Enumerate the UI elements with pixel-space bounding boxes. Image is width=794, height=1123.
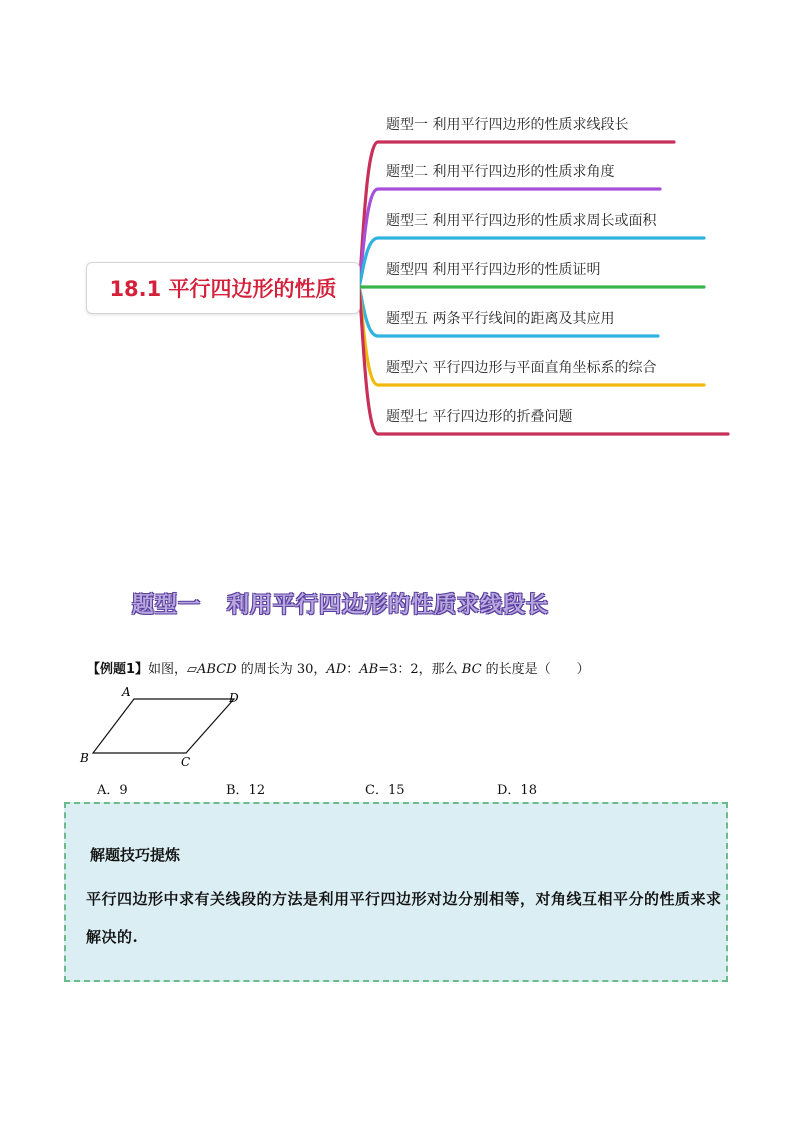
option-b: B．12 xyxy=(226,783,266,798)
example-text-e: ： xyxy=(346,662,360,677)
mind-map-branch-label: 题型一 利用平行四边形的性质求线段长 xyxy=(386,117,629,133)
mind-map-branch-label: 题型五 两条平行线间的距离及其应用 xyxy=(386,311,615,327)
vertex-label-b: B xyxy=(80,751,89,765)
option-a: A．9 xyxy=(97,783,128,798)
example-text-g: =3：2，那么 xyxy=(378,662,462,677)
tips-box xyxy=(64,802,728,982)
example-text-d: AD xyxy=(326,662,347,677)
mind-map-connectors xyxy=(0,0,794,460)
mind-map xyxy=(0,0,794,460)
vertex-label-a: A xyxy=(122,685,131,699)
tips-title: 解题技巧提炼 xyxy=(90,846,181,864)
answer-options xyxy=(0,779,794,797)
vertex-label-d: D xyxy=(229,691,239,705)
vertex-label-c: C xyxy=(181,755,191,769)
mind-map-branch-label: 题型四 利用平行四边形的性质证明 xyxy=(386,262,601,278)
example-text-h: BC xyxy=(461,662,482,677)
mind-map-branch-label: 题型六 平行四边形与平面直角坐标系的综合 xyxy=(386,360,657,376)
option-d: D．18 xyxy=(497,783,537,798)
option-c: C．15 xyxy=(365,783,405,798)
parallelogram-shape xyxy=(93,699,234,753)
example-text-b: ABCD xyxy=(197,662,237,677)
mind-map-root-label: 18.1 平行四边形的性质 xyxy=(109,277,337,301)
example-text-i: 的长度是（ ） xyxy=(481,662,590,677)
tips-body: 平行四边形中求有关线段的方法是利用平行四边形对边分别相等，对角线互相平分的性质来求解决的. xyxy=(86,890,722,946)
section-title: 题型一 利用平行四边形的性质求线段长 xyxy=(132,593,549,618)
mind-map-branch-label: 题型二 利用平行四边形的性质求角度 xyxy=(386,164,615,180)
example-text-c: 的周长为 30， xyxy=(236,662,327,677)
mind-map-root xyxy=(86,262,360,314)
example-problem xyxy=(87,658,590,677)
example-text-a: 如图，▱ xyxy=(148,662,198,677)
mind-map-branch-label: 题型七 平行四边形的折叠问题 xyxy=(386,409,573,425)
mind-map-branch-label: 题型三 利用平行四边形的性质求周长或面积 xyxy=(386,213,657,229)
example-tag: 【例题1】 xyxy=(87,662,149,677)
parallelogram-figure xyxy=(76,682,256,772)
example-text-f: AB xyxy=(359,662,379,677)
